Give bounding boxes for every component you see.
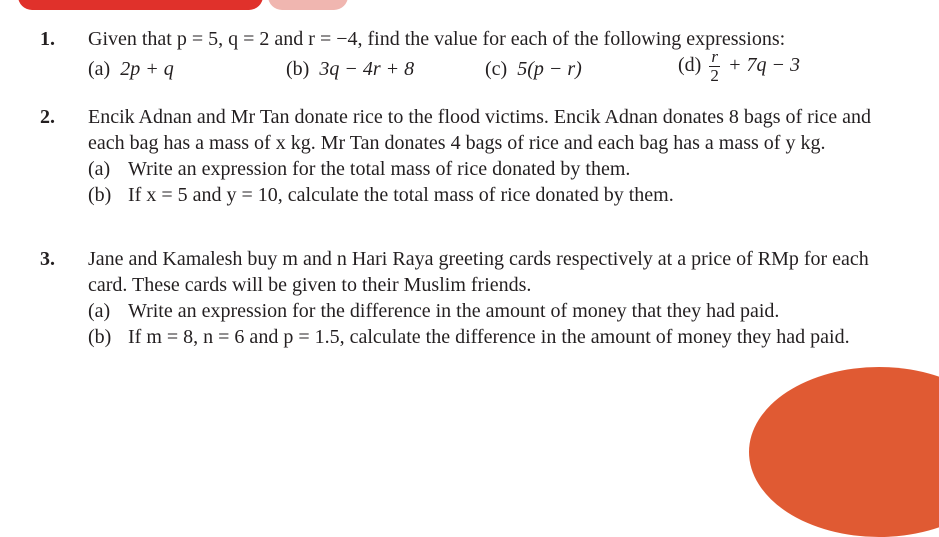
expression-list <box>88 47 909 85</box>
question-2 <box>40 104 909 208</box>
question-number: 2. <box>40 106 55 128</box>
question-1 <box>40 26 909 85</box>
question-3 <box>40 246 909 350</box>
part-d: (d) $\frac{r}{2}$ + 7q − 3 <box>678 47 800 85</box>
page-corner-decoration <box>749 367 939 537</box>
question-number: 3. <box>40 248 55 270</box>
part-b: (b) If x = 5 and y = 10, calculate the total mass of rice donated by them. <box>88 184 674 206</box>
expression: + 7q − 3 <box>727 54 800 77</box>
question-number: 1. <box>40 28 55 50</box>
expression: 2p + q <box>120 58 174 80</box>
part-a: (a) 2p + q <box>88 58 174 80</box>
expression: 5(p − r) <box>517 58 582 80</box>
fraction: $\frac{r}{2}$ <box>710 47 719 85</box>
part-a: (a) Write an expression for the difference in the amount of money that they had paid. <box>88 300 780 322</box>
part-a: (a) Write an expression for the total mass of rice donated by them. <box>88 158 631 180</box>
question-text: Jane and Kamalesh buy m and n Hari Raya greeting cards respectively at a price of RMp for each card. These cards will be given to their Muslim friends. <box>88 248 869 296</box>
header-tab <box>18 0 263 10</box>
part-c: (c) 5(p − r) <box>485 58 582 80</box>
expression: 3q − 4r + 8 <box>319 58 415 80</box>
question-text: Encik Adnan and Mr Tan donate rice to the flood victims. Encik Adnan donates 8 bags of rice and each bag has a mass of x kg. Mr Tan donates 4 bags of rice and each bag has a mass of y kg. <box>88 106 872 154</box>
question-text: Given that p = 5, q = 2 and r = −4, find the value for each of the following expressions: <box>88 28 786 50</box>
part-b: (b) 3q − 4r + 8 <box>286 58 415 80</box>
header-tab-secondary <box>268 0 348 10</box>
part-b: (b) If m = 8, n = 6 and p = 1.5, calculate the difference in the amount of money they had paid. <box>88 326 850 348</box>
